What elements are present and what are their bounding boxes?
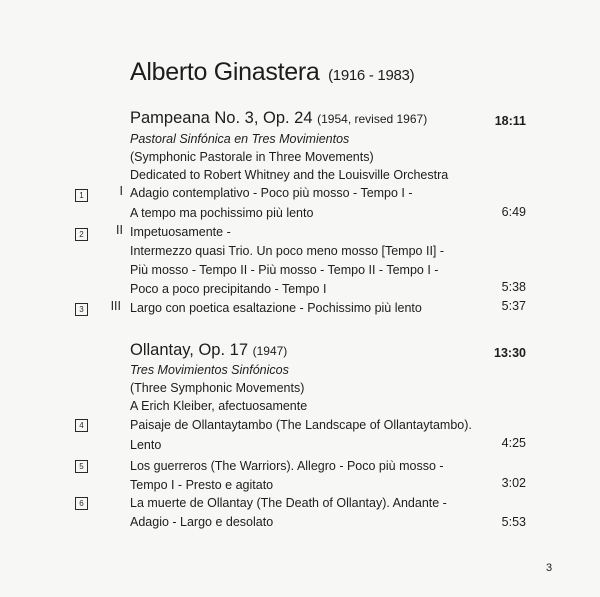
track-line: Paisaje de Ollantaytambo (The Landscape of Ollantaytambo). [130, 418, 472, 432]
work-subtitle: (Three Symphonic Movements) [130, 381, 305, 395]
work-years: (1947) [252, 344, 288, 358]
track-line: Adagio contemplativo - Poco più mosso - Tempo I - [130, 186, 413, 200]
work-duration: 18:11 [494, 114, 526, 128]
track-number-box: 3 [75, 303, 88, 316]
work-subtitle-italic: Tres Movimientos Sinfónicos [130, 363, 289, 377]
work-dedication: Dedicated to Robert Whitney and the Louisville Orchestra [130, 168, 449, 182]
track-duration: 5:53 [501, 515, 526, 529]
track-duration: 5:37 [501, 299, 526, 313]
track-number-box: 4 [75, 419, 88, 432]
track-line: Intermezzo quasi Trio. Un poco meno mosso [Tempo II] - [130, 244, 445, 258]
track-line: La muerte de Ollantay (The Death of Ollantay). Andante - [130, 496, 447, 510]
track-line: Lento [130, 438, 162, 452]
page-number: 3 [546, 562, 553, 574]
track-number-box: 2 [75, 228, 88, 241]
composer-heading [130, 58, 414, 87]
track-line: Tempo I - Presto e agitato [130, 478, 274, 492]
track-duration: 4:25 [501, 436, 526, 450]
work-subtitle-italic: Pastoral Sinfónica en Tres Movimientos [130, 132, 350, 146]
work-title-text: Ollantay, Op. 17 [130, 341, 249, 359]
work-years: (1954, revised 1967) [317, 112, 428, 126]
movement-numeral: II [116, 223, 123, 237]
track-duration: 5:38 [501, 280, 526, 294]
track-line: Poco a poco precipitando - Tempo I [130, 282, 327, 296]
work-dedication: A Erich Kleiber, afectuosamente [130, 399, 308, 413]
work-duration: 13:30 [494, 346, 526, 360]
track-line: Largo con poetica esaltazione - Pochissimo più lento [130, 301, 422, 315]
track-line: Impetuosamente - [130, 225, 231, 239]
work-title-text: Pampeana No. 3, Op. 24 [130, 109, 313, 127]
track-duration: 6:49 [501, 205, 526, 219]
work-title [130, 109, 427, 128]
track-line: Los guerreros (The Warriors). Allegro - Poco più mosso - [130, 459, 444, 473]
work-subtitle: (Symphonic Pastorale in Three Movements) [130, 150, 374, 164]
track-number-box: 6 [75, 497, 88, 510]
movement-numeral: III [110, 299, 121, 313]
work-title [130, 341, 287, 360]
composer-name: Alberto Ginastera [130, 58, 320, 86]
composer-years: (1916 - 1983) [328, 67, 415, 84]
track-number-box: 1 [75, 189, 88, 202]
track-line: Più mosso - Tempo II - Più mosso - Tempo II - Tempo I - [130, 263, 439, 277]
track-line: Adagio - Largo e desolato [130, 515, 274, 529]
movement-numeral: I [119, 184, 123, 198]
track-number-box: 5 [75, 460, 88, 473]
track-duration: 3:02 [501, 476, 526, 490]
track-line: A tempo ma pochissimo più lento [130, 206, 314, 220]
